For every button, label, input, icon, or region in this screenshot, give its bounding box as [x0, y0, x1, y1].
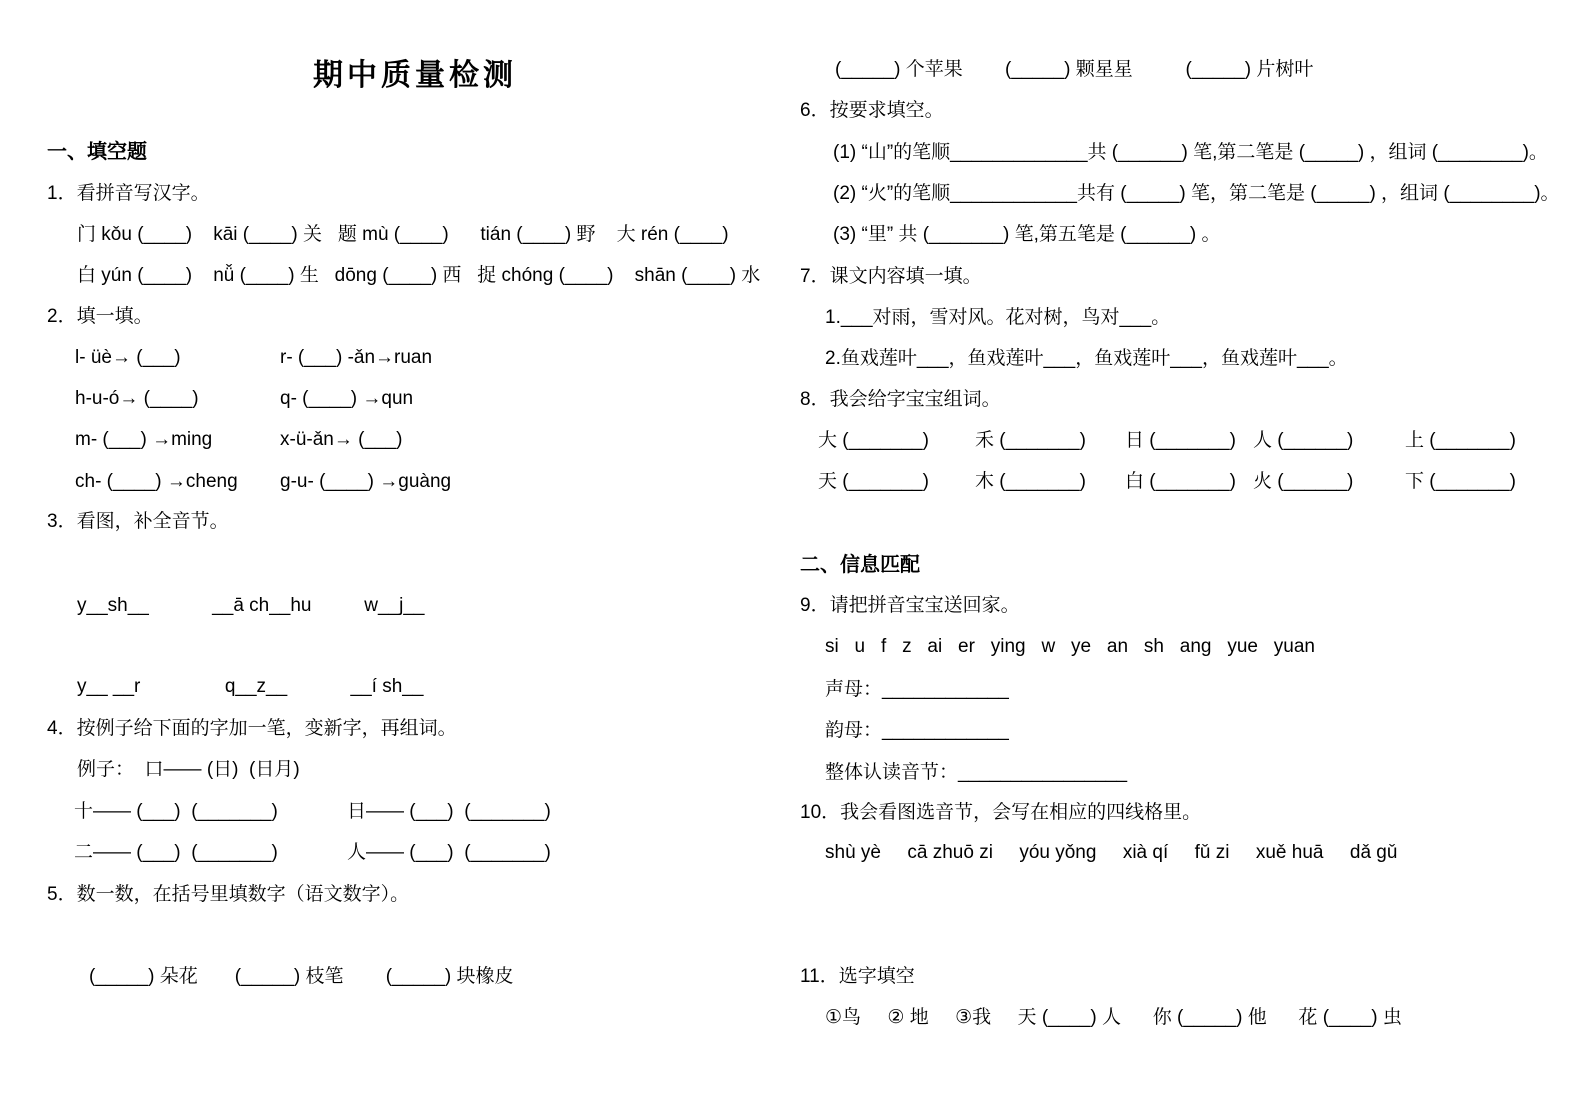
q1-stem: 1．看拼音写汉字。 — [47, 183, 210, 204]
q2-cell: m- (___) →ming — [75, 429, 213, 450]
q4-cell: 日—— (___) (_______) — [347, 801, 551, 822]
q9-stem: 9．请把拼音宝宝送回家。 — [800, 595, 1020, 616]
q4-cell: 人—— (___) (_______) — [347, 842, 551, 863]
q4-cell: 十—— (___) (_______) — [74, 801, 278, 822]
q5-stem: 5．数一数，在括号里填数字（语文数字）。 — [47, 884, 410, 905]
q9-shengmu-blank: 声母：____________ — [825, 679, 1009, 700]
q1-row-2: 白 yún (____) nǚ (____) 生 dōng (____) 西 捉 chóng (____) shān (____) 水 — [77, 265, 761, 286]
q8-cell: 日 (_______) — [1125, 430, 1236, 451]
q8-cell: 天 (_______) — [818, 471, 929, 492]
q2-cell: x-ü-ǎn→ (___) — [280, 429, 403, 450]
left-column — [47, 0, 792, 1118]
q10-stem: 10．我会看图选音节，会写在相应的四线格里。 — [800, 802, 1202, 823]
q11-row: ①鸟 ② 地 ③我 天 (____) 人 你 (_____) 他 花 (____) 虫 — [825, 1007, 1402, 1028]
page-title: 期中质量检测 — [313, 59, 517, 92]
q8-cell: 上 (_______) — [1405, 430, 1516, 451]
q2-cell: ch- (____) →cheng — [75, 471, 238, 492]
q5-row-continued: (_____) 个苹果 (_____) 颗星星 (_____) 片树叶 — [835, 59, 1314, 80]
section-2-heading: 二、信息匹配 — [800, 554, 920, 576]
q8-cell: 禾 (_______) — [975, 430, 1086, 451]
q9-yunmu-blank: 韵母：____________ — [825, 720, 1009, 741]
section-1-heading: 一、填空题 — [47, 141, 147, 163]
q2-stem: 2．填一填。 — [47, 306, 153, 327]
q2-cell: g-u- (____) →guàng — [280, 471, 452, 492]
q8-row-2 — [818, 468, 1516, 496]
q10-syllables: shù yè cā zhuō zi yóu yǒng xià qí fǔ zi xuě huā dǎ gǔ — [825, 842, 1398, 863]
q2-row-3 — [75, 426, 403, 454]
q2-row-4 — [75, 468, 451, 496]
q7-line-2: 2.鱼戏莲叶___，鱼戏莲叶___，鱼戏莲叶___，鱼戏莲叶___。 — [825, 348, 1348, 369]
q6-item-2: (2) “火”的笔顺____________共有 (_____) 笔，第二笔是 (_____) ，组词 (________)。 — [833, 183, 1560, 204]
q2-row-2 — [75, 385, 413, 413]
q2-cell: l- üè→ (___) — [75, 347, 181, 368]
q6-stem: 6．按要求填空。 — [800, 100, 944, 121]
q3-row-1: y__sh__ __ā ch__hu w__j__ — [77, 595, 425, 616]
q4-stem: 4．按例子给下面的字加一笔，变新字，再组词。 — [47, 718, 457, 739]
right-column — [800, 0, 1583, 1118]
q4-row-2 — [74, 839, 551, 867]
q2-cell: q- (____) →qun — [280, 388, 414, 409]
q9-pinyin-letters: si u f z ai er ying w ye an sh ang yue yuan — [825, 636, 1316, 657]
q6-item-1: (1) “山”的笔顺_____________共 (______) 笔,第二笔是 (_____) ，组词 (________)。 — [833, 142, 1548, 163]
q7-stem: 7．课文内容填一填。 — [800, 266, 982, 287]
q7-line-1: 1.___对雨，雪对风。花对树，鸟对___。 — [825, 307, 1171, 328]
q8-stem: 8．我会给字宝宝组词。 — [800, 389, 1001, 410]
q11-stem: 11．选字填空 — [800, 966, 915, 987]
q9-zhengti-blank: 整体认读音节：________________ — [825, 762, 1128, 783]
q2-row-1 — [75, 344, 432, 372]
q3-row-2: y__ __r q__z__ __í sh__ — [77, 676, 424, 697]
q4-cell: 二—— (___) (_______) — [74, 842, 278, 863]
q4-row-1 — [74, 798, 551, 826]
q5-row: (_____) 朵花 (_____) 枝笔 (_____) 块橡皮 — [89, 966, 514, 987]
q3-stem: 3．看图，补全音节。 — [47, 511, 229, 532]
q8-row-1 — [818, 427, 1516, 455]
q8-cell: 下 (_______) — [1405, 471, 1516, 492]
q8-cell: 木 (_______) — [975, 471, 1086, 492]
q2-cell: r- (___) -ǎn→ruan — [280, 347, 433, 368]
q2-cell: h-u-ó→ (____) — [75, 388, 199, 409]
q1-row-1: 门 kǒu (____) kāi (____) 关 题 mù (____) tián (____) 野 大 rén (____) — [77, 224, 729, 245]
q8-cell: 火 (______) — [1253, 471, 1354, 492]
q8-cell: 人 (______) — [1253, 430, 1354, 451]
q8-cell: 大 (_______) — [818, 430, 929, 451]
q6-item-3: (3) “里” 共 (_______) 笔,第五笔是 (______) 。 — [833, 224, 1221, 245]
q4-example: 例子： 口—— (日) (日月) — [77, 759, 300, 780]
q8-cell: 白 (_______) — [1125, 471, 1236, 492]
